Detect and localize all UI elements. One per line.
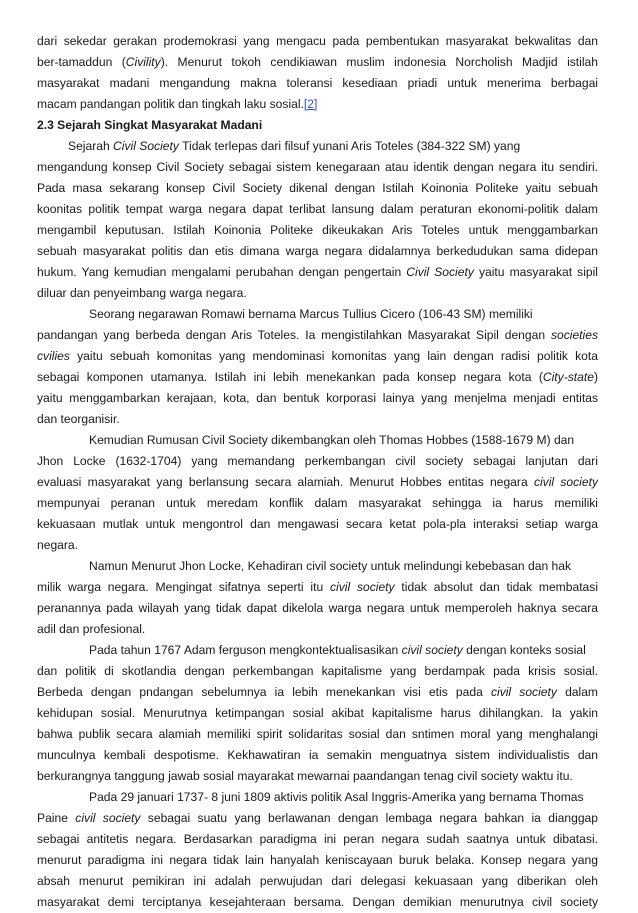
text: dan politik di skotlandia dengan perkembangan kapitalisme yang berdampak pada krisis sosial. [37,664,598,678]
text: yaitu menggambarkan kerajaan, kota, dan bentuk korporasi lainya yang menjelma menjadi entitas [37,391,598,405]
text-line [37,745,598,766]
italic-term: Civility [125,55,161,69]
italic-term: societies [550,328,598,342]
text: munculnya kembali despotisme. Kekhawatiran ia semakin menguatnya sistem individualistis dan [37,748,598,762]
text-line [37,178,598,199]
italic-term: Civil Society [113,139,179,153]
text-line [37,262,598,283]
text-line [37,31,598,52]
text-line [37,409,598,430]
text: Tidak terlepas dari filsuf yunani Aris Toteles (384-322 SM) yang [178,139,521,153]
text: yaitu sebuah komonitas yang mendominasi komonitas yang lain dengan radisi politik kota [69,349,598,363]
text: dalam [556,685,598,699]
italic-term: civil society [533,475,598,489]
text-line [37,808,598,829]
text-line [37,640,598,661]
text: ). Menurut tokoh cendikiawan muslim indonesia Norcholish Madjid istilah [160,55,598,69]
text: Pada masa sekarang konsep Civil Society dikenal dengan Istilah Koinonia Politeke yaitu sebuah [37,181,598,195]
text: sebuah masyarakat politis dan etis dimana warga negara didalamnya berkedudukan sama didepan [37,244,598,258]
text: berkurangnya tanggung jawab sosial mayarakat mewarnai paandangan tenag civil society waktu itu. [37,769,573,783]
text: mempunyai peranan untuk meredam konflik dalam masyarakat sehingga ia harus memiliki [37,496,598,510]
text-line [37,472,598,493]
text: bahwa publik secara alamiah memiliki spirit solidaritas sosial dan sntimen moral yang menghalangi [37,727,598,741]
italic-term: civil society [490,685,557,699]
text-line [37,52,598,73]
text-line [37,766,598,787]
section-heading: 2.3 Sejarah Singkat Masyarakat Madani [37,118,263,132]
text-line [37,661,598,682]
italic-term: civil society [401,643,463,657]
text-line [37,619,598,640]
text-line [37,304,598,325]
text: Pada tahun 1767 Adam ferguson mengkontektualisasikan [89,643,402,657]
text: koonitas politik tempat warga negara dapat terlibat lansung dalam peraturan ekonomi-politik dalam [37,202,598,216]
text: dari sekedar gerakan prodemokrasi yang mengacu pada pembentukan masyarakat bekwalitas dan [37,34,598,48]
text-line [37,136,598,157]
text-line [37,430,598,451]
text: Seorang negarawan Romawi bernama Marcus Tullius Cicero (106-43 SM) memiliki [89,307,533,321]
text-line [37,367,598,388]
text-line [37,535,598,556]
text: Jhon Locke (1632-1704) yang memandang perkembangan civil society sebagai lanjutan dari [37,454,598,468]
text: pandangan yang berbeda dengan Aris Toteles. Ia mengistilahkan Masyarakat Sipil dengan [37,328,551,342]
footnote-reference-link[interactable]: [2] [303,97,318,111]
text-line [37,493,598,514]
text: yaitu masyarakat sipil [473,265,598,279]
text-line [37,871,598,892]
text-line [37,577,598,598]
text: masyarakat demi terciptanya kesejahteraan bersama. Dengan demikian menurutnya civil society [37,895,598,909]
text: sebagai suatu yang berlawanan dengan lembaga negara bahkan ia dianggap [140,811,598,825]
italic-term: Civil Society [406,265,474,279]
text: tidak absolut dan tidak membatasi [394,580,598,594]
text-line [37,241,598,262]
text-line [37,514,598,535]
text: negara. [37,538,79,552]
text: kekuasaan mutlak untuk mengontrol dan mengawasi secara ketat pola-pla interaksi setiap warga [37,517,598,531]
text-line [37,556,598,577]
text-line [37,220,598,241]
text: sebagai komponen utamanya. Istilah ini lebih menekankan pada konsep negara kota ( [37,370,543,384]
text: mengambil keputusan. Istilah Koinonia Politeke dikeukakan Aris Toteles untuk menggambarkan [37,223,598,237]
text-line [37,199,598,220]
text: Paine [37,811,76,825]
italic-term: cvilies [37,349,70,363]
text-line [37,787,598,808]
text-line [37,451,598,472]
text-line [37,388,598,409]
italic-term: civil society [75,811,141,825]
text-line [37,283,598,304]
text: milik warga negara. Mengingat sifatnya seperti itu [37,580,330,594]
text-line [37,829,598,850]
text: Pada 29 januari 1737- 8 juni 1809 aktivis politik Asal Inggris-Amerika yang bernama Thomas [89,790,584,804]
text: kehidupan sosial. Menurutnya ketimpangan sosial akibat kapitalisme harus dihilangkan. Ia yakin [37,706,598,720]
text: dengan konteks sosial [462,643,586,657]
text-line [37,73,598,94]
text: masyarakat madani mengandung makna toleransi kesediaan priadi untuk menerima berbagai [37,76,598,90]
text: diluar dan penyeimbang warga negara. [37,286,247,300]
text: ber-tamaddun ( [37,55,126,69]
text: evaluasi masyarakat yang berlansung secara alamiah. Menurut Hobbes entitas negara [37,475,534,489]
text: Sejarah [68,139,114,153]
text-line [37,157,598,178]
text-line [37,703,598,724]
text: hukum. Yang kemudian mengalami perubahan dengan pengertain [37,265,407,279]
text: Kemudian Rumusan Civil Society dikembangkan oleh Thomas Hobbes (1588-1679 M) dan [89,433,575,447]
text: absah menurut pemikiran ini adalah perwujudan dari delegasi kekuasaan yang diberikan oleh [37,874,598,888]
text-line [37,598,598,619]
text: peranannya pada wilayah yang tidak dapat dikelola warga negara untuk memperoleh haknya secara [37,601,598,615]
italic-term: City-state [542,370,594,384]
text-line [37,94,598,115]
italic-term: civil society [329,580,395,594]
text: menurut paradigma ini negara tidak lain hanyalah keniscayaan buruk belaka. Konsep negara yang [37,853,598,867]
text: Namun Menurut Jhon Locke, Kehadiran civil society untuk melindungi kebebasan dan hak [89,559,572,573]
text: mengandung konsep Civil Society sebagai sistem kenegaraan atau identik dengan negara itu sendiri. [37,160,598,174]
text: Berbeda dengan pndangan sebelumnya ia lebih menekankan visi etis pada [37,685,491,699]
text-line [37,346,598,367]
text-line [37,325,598,346]
text-line [37,850,598,871]
text: adil dan profesional. [37,622,146,636]
text-line [37,724,598,745]
text-line [37,682,598,703]
text: sebagai antitetis negara. Berdasarkan paradigma ini peran negara sudah saatnya untuk dibatasi. [37,832,598,846]
text: macam pandangan politik dan tingkah laku sosial. [37,97,304,111]
text: ) [593,370,598,384]
text: dan teorganisir. [37,412,120,426]
